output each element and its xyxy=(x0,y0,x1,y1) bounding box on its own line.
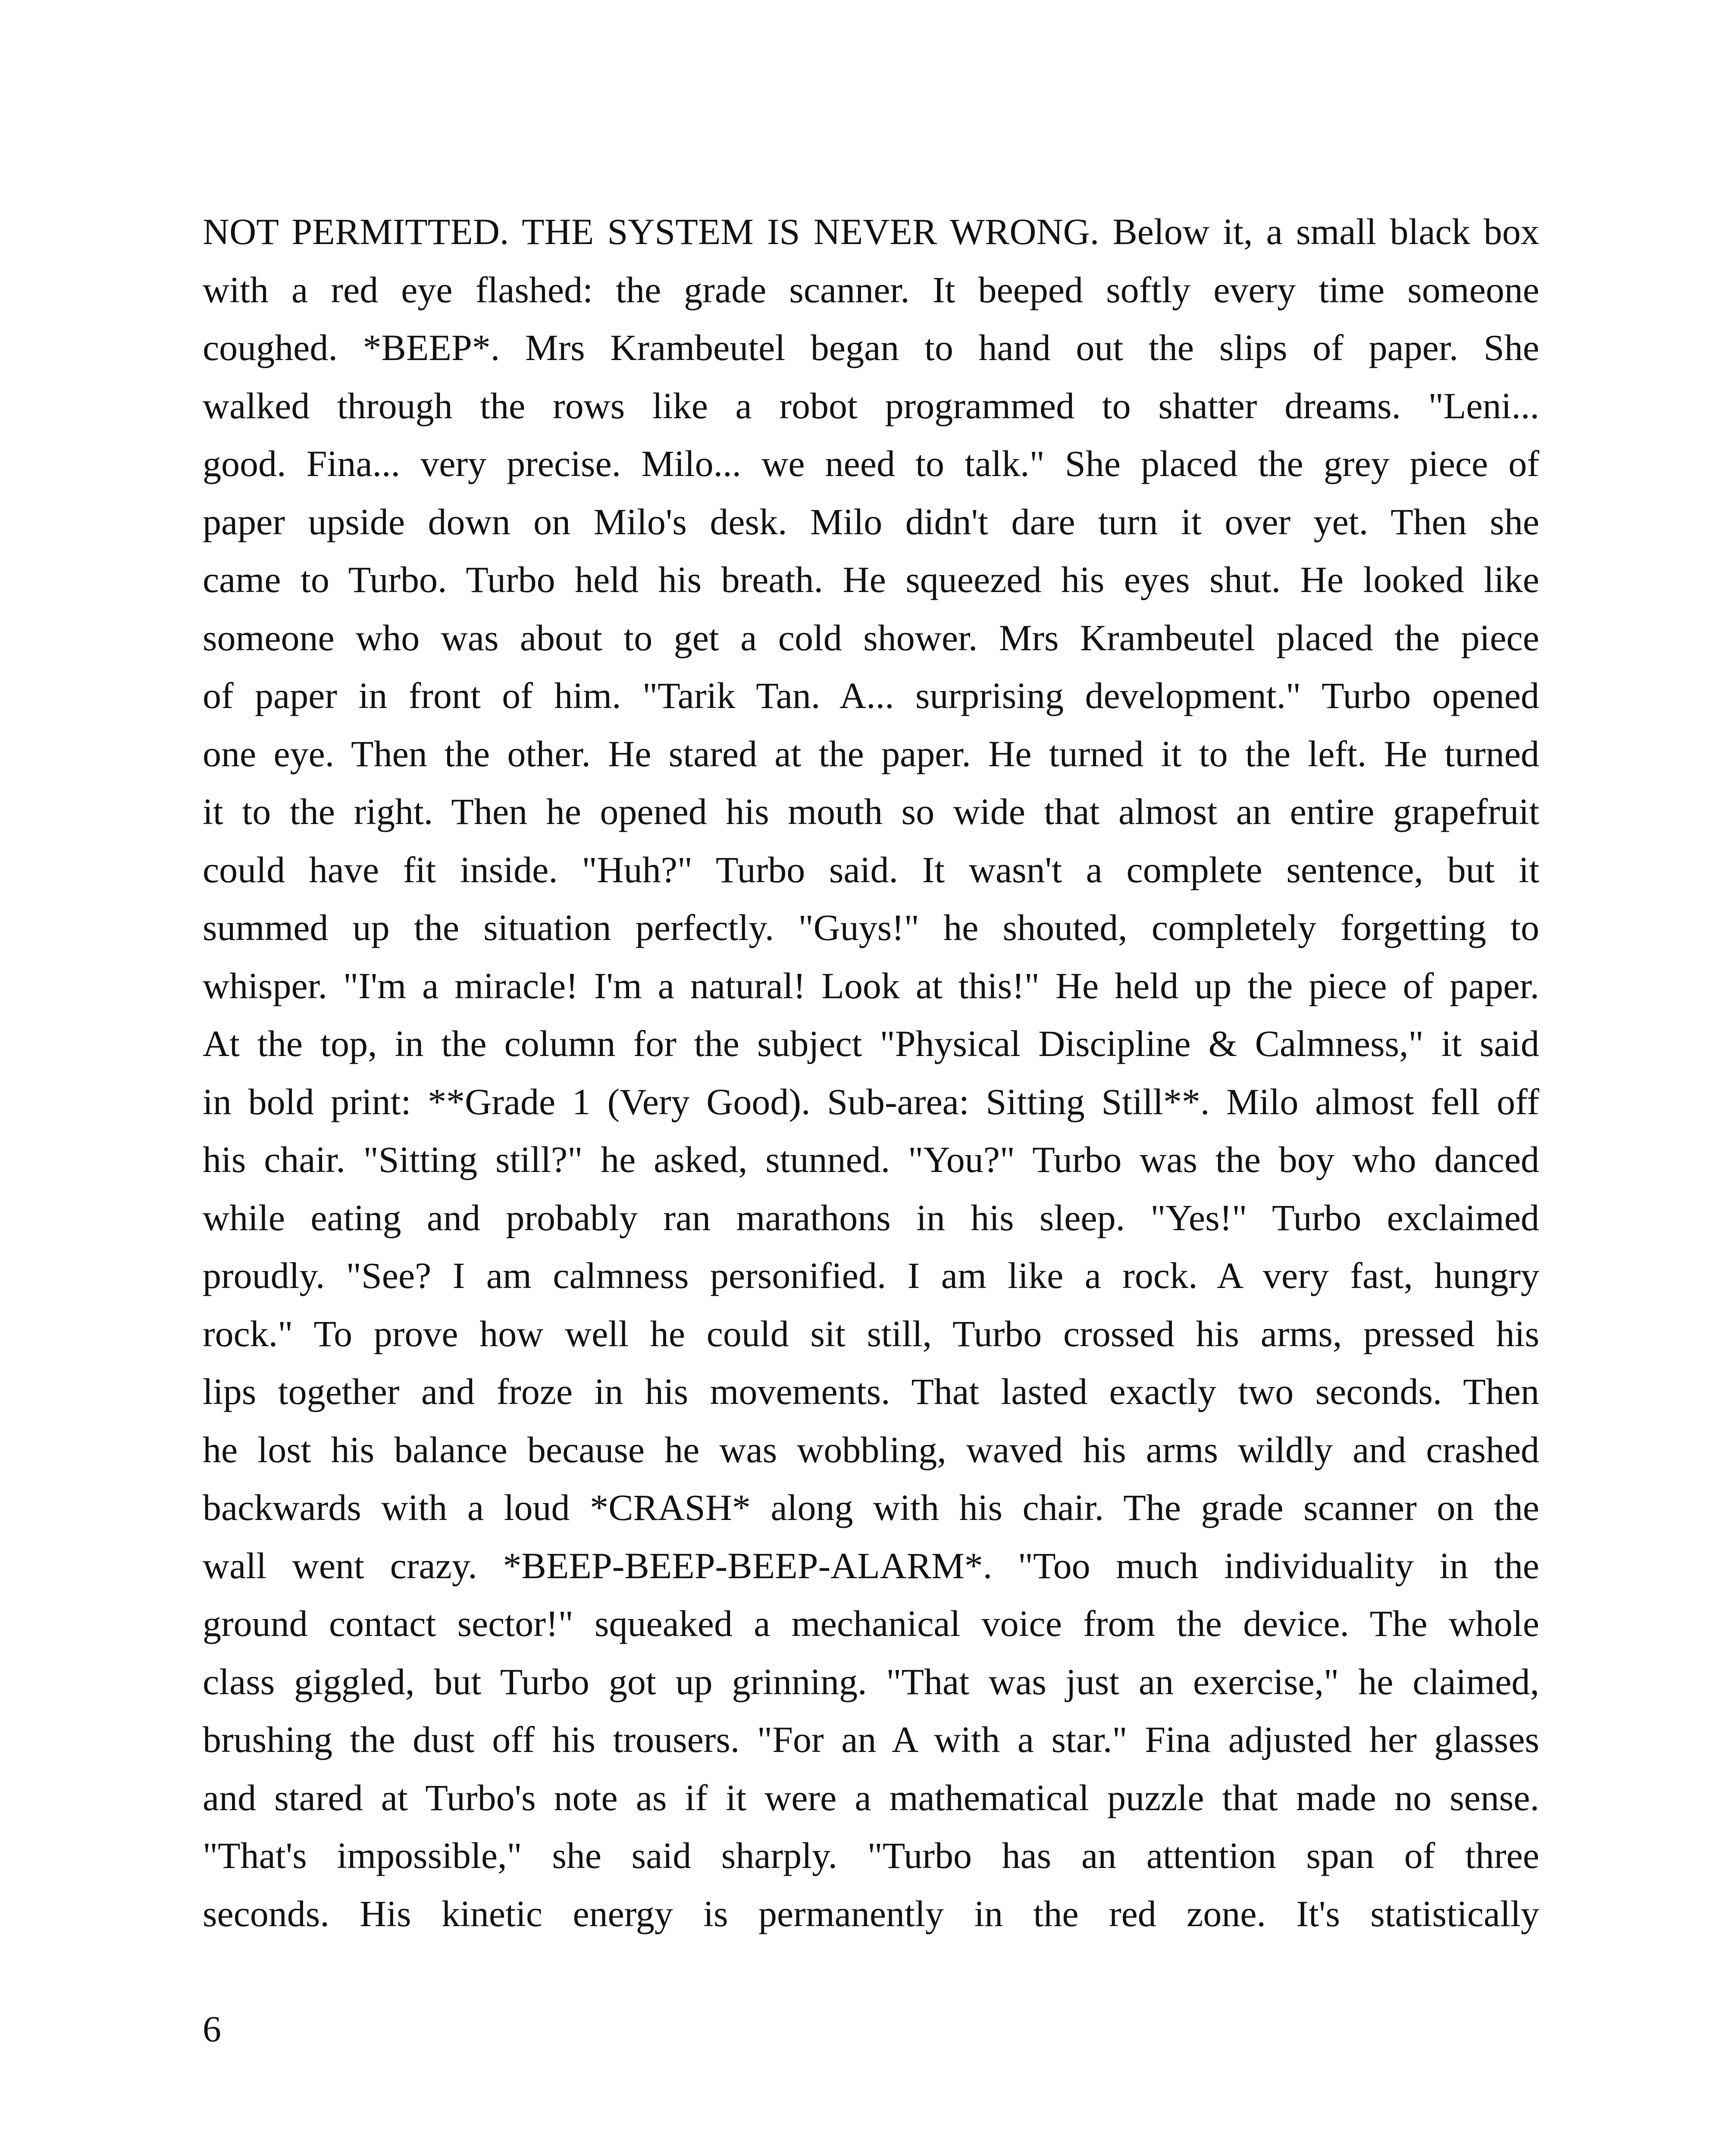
text-line: walked through the rows like a robot programmed to shatter dreams. "Leni... xyxy=(203,385,1539,426)
text-line: ground contact sector!" squeaked a mechanical voice from the device. The whole xyxy=(203,1603,1539,1644)
text-line: he lost his balance because he was wobbling, waved his arms wildly and crashed xyxy=(203,1429,1539,1470)
text-line: brushing the dust off his trousers. "For an A with a star." Fina adjusted her glasses xyxy=(203,1719,1539,1760)
text-line: while eating and probably ran marathons in his sleep. "Yes!" Turbo exclaimed xyxy=(203,1197,1539,1238)
text-line: of paper in front of him. "Tarik Tan. A... surprising development." Turbo opened xyxy=(203,675,1539,716)
text-line: one eye. Then the other. He stared at the paper. He turned it to the left. He turned xyxy=(203,733,1539,774)
text-line: could have fit inside. "Huh?" Turbo said. It wasn't a complete sentence, but it xyxy=(203,849,1539,890)
page-number: 6 xyxy=(203,2008,221,2049)
text-line: whisper. "I'm a miracle! I'm a natural! Look at this!" He held up the piece of paper. xyxy=(203,965,1539,1006)
text-line: his chair. "Sitting still?" he asked, stunned. "You?" Turbo was the boy who danced xyxy=(203,1139,1539,1180)
body-text xyxy=(203,203,1539,1943)
text-line: paper upside down on Milo's desk. Milo didn't dare turn it over yet. Then she xyxy=(203,501,1539,542)
text-line: proudly. "See? I am calmness personified. I am like a rock. A very fast, hungry xyxy=(203,1255,1539,1296)
text-line: At the top, in the column for the subject "Physical Discipline & Calmness," it said xyxy=(203,1023,1539,1064)
text-line: with a red eye flashed: the grade scanner. It beeped softly every time someone xyxy=(203,269,1539,310)
text-line: it to the right. Then he opened his mouth so wide that almost an entire grapefruit xyxy=(203,791,1539,832)
text-line: lips together and froze in his movements. That lasted exactly two seconds. Then xyxy=(203,1371,1539,1412)
text-line: someone who was about to get a cold shower. Mrs Krambeutel placed the piece xyxy=(203,617,1539,658)
text-line: wall went crazy. *BEEP-BEEP-BEEP-ALARM*. "Too much individuality in the xyxy=(203,1545,1539,1586)
text-line: backwards with a loud *CRASH* along with his chair. The grade scanner on the xyxy=(203,1487,1539,1528)
text-line: seconds. His kinetic energy is permanently in the red zone. It's statistically xyxy=(203,1893,1539,1934)
text-line: coughed. *BEEP*. Mrs Krambeutel began to hand out the slips of paper. She xyxy=(203,327,1539,368)
text-line: good. Fina... very precise. Milo... we need to talk." She placed the grey piece of xyxy=(203,443,1539,484)
text-line: came to Turbo. Turbo held his breath. He squeezed his eyes shut. He looked like xyxy=(203,559,1539,600)
text-line: summed up the situation perfectly. "Guys!" he shouted, completely forgetting to xyxy=(203,907,1539,948)
text-line: class giggled, but Turbo got up grinning. "That was just an exercise," he claimed, xyxy=(203,1661,1539,1702)
text-line: rock." To prove how well he could sit still, Turbo crossed his arms, pressed his xyxy=(203,1313,1539,1354)
text-line: NOT PERMITTED. THE SYSTEM IS NEVER WRONG. Below it, a small black box xyxy=(203,211,1539,252)
text-line: in bold print: **Grade 1 (Very Good). Sub-area: Sitting Still**. Milo almost fell off xyxy=(203,1081,1539,1122)
text-line: "That's impossible," she said sharply. "Turbo has an attention span of three xyxy=(203,1835,1539,1876)
text-line: and stared at Turbo's note as if it were a mathematical puzzle that made no sense. xyxy=(203,1777,1539,1818)
